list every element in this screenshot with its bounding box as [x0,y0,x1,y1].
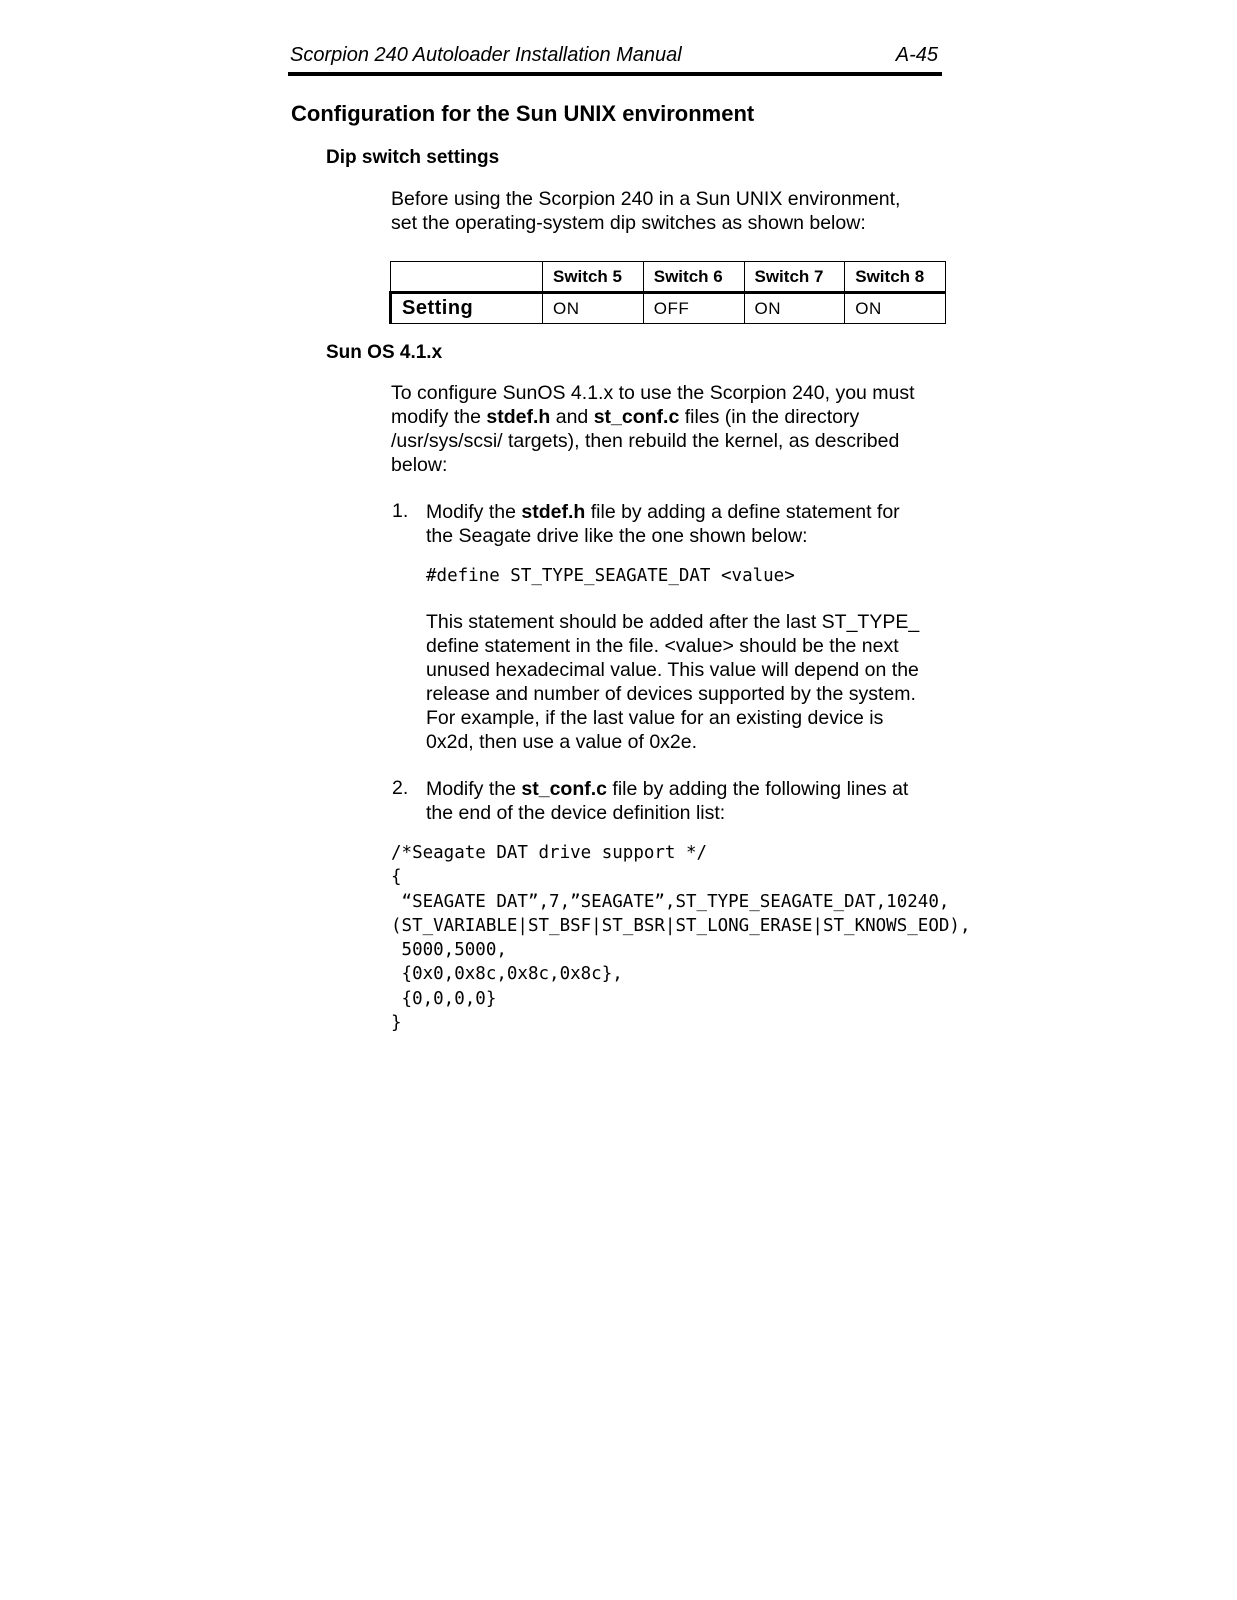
column-header-switch-7: Switch 7 [744,262,845,293]
text-run: file by adding the following lines at [607,778,909,800]
switch-5-value: ON [543,293,644,324]
column-header-switch-5: Switch 5 [543,262,644,293]
dip-intro-line: set the operating-system dip switches as shown below: [391,212,866,234]
text-run: files (in the directory [679,406,860,428]
code-line: { [391,867,402,888]
st-conf-code-block [391,841,970,1035]
file-name-stdef: stdef.h [486,406,551,428]
dip-intro-paragraph [391,187,900,235]
define-code-snippet [426,564,795,588]
note-line: 0x2d, then use a value of 0x2e. [426,731,698,753]
table-header-row [391,262,946,293]
step-1-note [426,610,919,754]
running-header [288,42,942,76]
column-header-switch-8: Switch 8 [845,262,946,293]
sunos-intro-line: To configure SunOS 4.1.x to use the Scorpion 240, you must [391,382,915,404]
code-line: {0x0,0x8c,0x8c,0x8c}, [391,964,623,985]
text-run: Modify the [426,501,522,523]
sunos-intro-paragraph [391,381,915,477]
dip-switch-table [389,261,946,324]
section-title: Configuration for the Sun UNIX environment [291,101,755,126]
column-header-switch-6: Switch 6 [643,262,744,293]
note-line: release and number of devices supported by the system. [426,683,916,705]
step-1-text [426,500,900,548]
step-2-number: 2. [392,777,409,799]
code-line: 5000,5000, [391,940,507,961]
dip-switch-heading: Dip switch settings [326,147,500,168]
step-1-line [426,500,900,524]
file-name-stconf: st_conf.c [521,778,607,800]
step-1-number: 1. [392,500,409,522]
page-number: A-45 [895,44,938,66]
code-line: “SEAGATE DAT”,7,”SEAGATE”,ST_TYPE_SEAGATE_DAT,10240, [391,891,950,912]
code-line: /*Seagate DAT drive support */ [391,843,708,863]
sunos-intro-line: below: [391,454,448,476]
switch-8-value: ON [845,293,946,324]
table-corner-cell [391,262,543,293]
note-line: unused hexadecimal value. This value will depend on the [426,659,919,681]
step-2-line: the end of the device definition list: [426,802,726,824]
table-row [391,293,946,324]
switch-7-value: ON [744,293,845,324]
sunos-intro-line: /usr/sys/scsi/ targets), then rebuild the kernel, as described [391,430,900,452]
note-line: define statement in the file. <value> should be the next [426,635,899,657]
text-run: Modify the [426,778,522,800]
manual-title: Scorpion 240 Autoloader Installation Manual [290,44,682,66]
file-name-stconf: st_conf.c [593,406,680,428]
file-name-stdef: stdef.h [521,501,586,523]
note-line: For example, if the last value for an existing device is [426,707,884,729]
note-line: This statement should be added after the last ST_TYPE_ [426,611,920,633]
code-line: {0,0,0,0} [391,988,497,1009]
dip-intro-line: Before using the Scorpion 240 in a Sun UNIX environment, [391,188,901,210]
text-run: and [550,406,594,428]
step-1-line: the Seagate drive like the one shown below: [426,525,808,547]
sunos-intro-line [391,405,915,429]
code-line: (ST_VARIABLE|ST_BSF|ST_BSR|ST_LONG_ERASE|ST_KNOWS_EOD), [391,915,971,936]
switch-6-value: OFF [643,293,744,324]
code-line: } [391,1013,402,1034]
row-label-setting: Setting [391,293,543,324]
text-run: file by adding a define statement for [585,501,900,523]
sunos-heading: Sun OS 4.1.x [326,342,443,363]
text-run: modify the [391,406,487,428]
code-line: #define ST_TYPE_SEAGATE_DAT <value> [426,566,795,586]
step-2-text [426,777,908,825]
step-2-line [426,777,908,801]
